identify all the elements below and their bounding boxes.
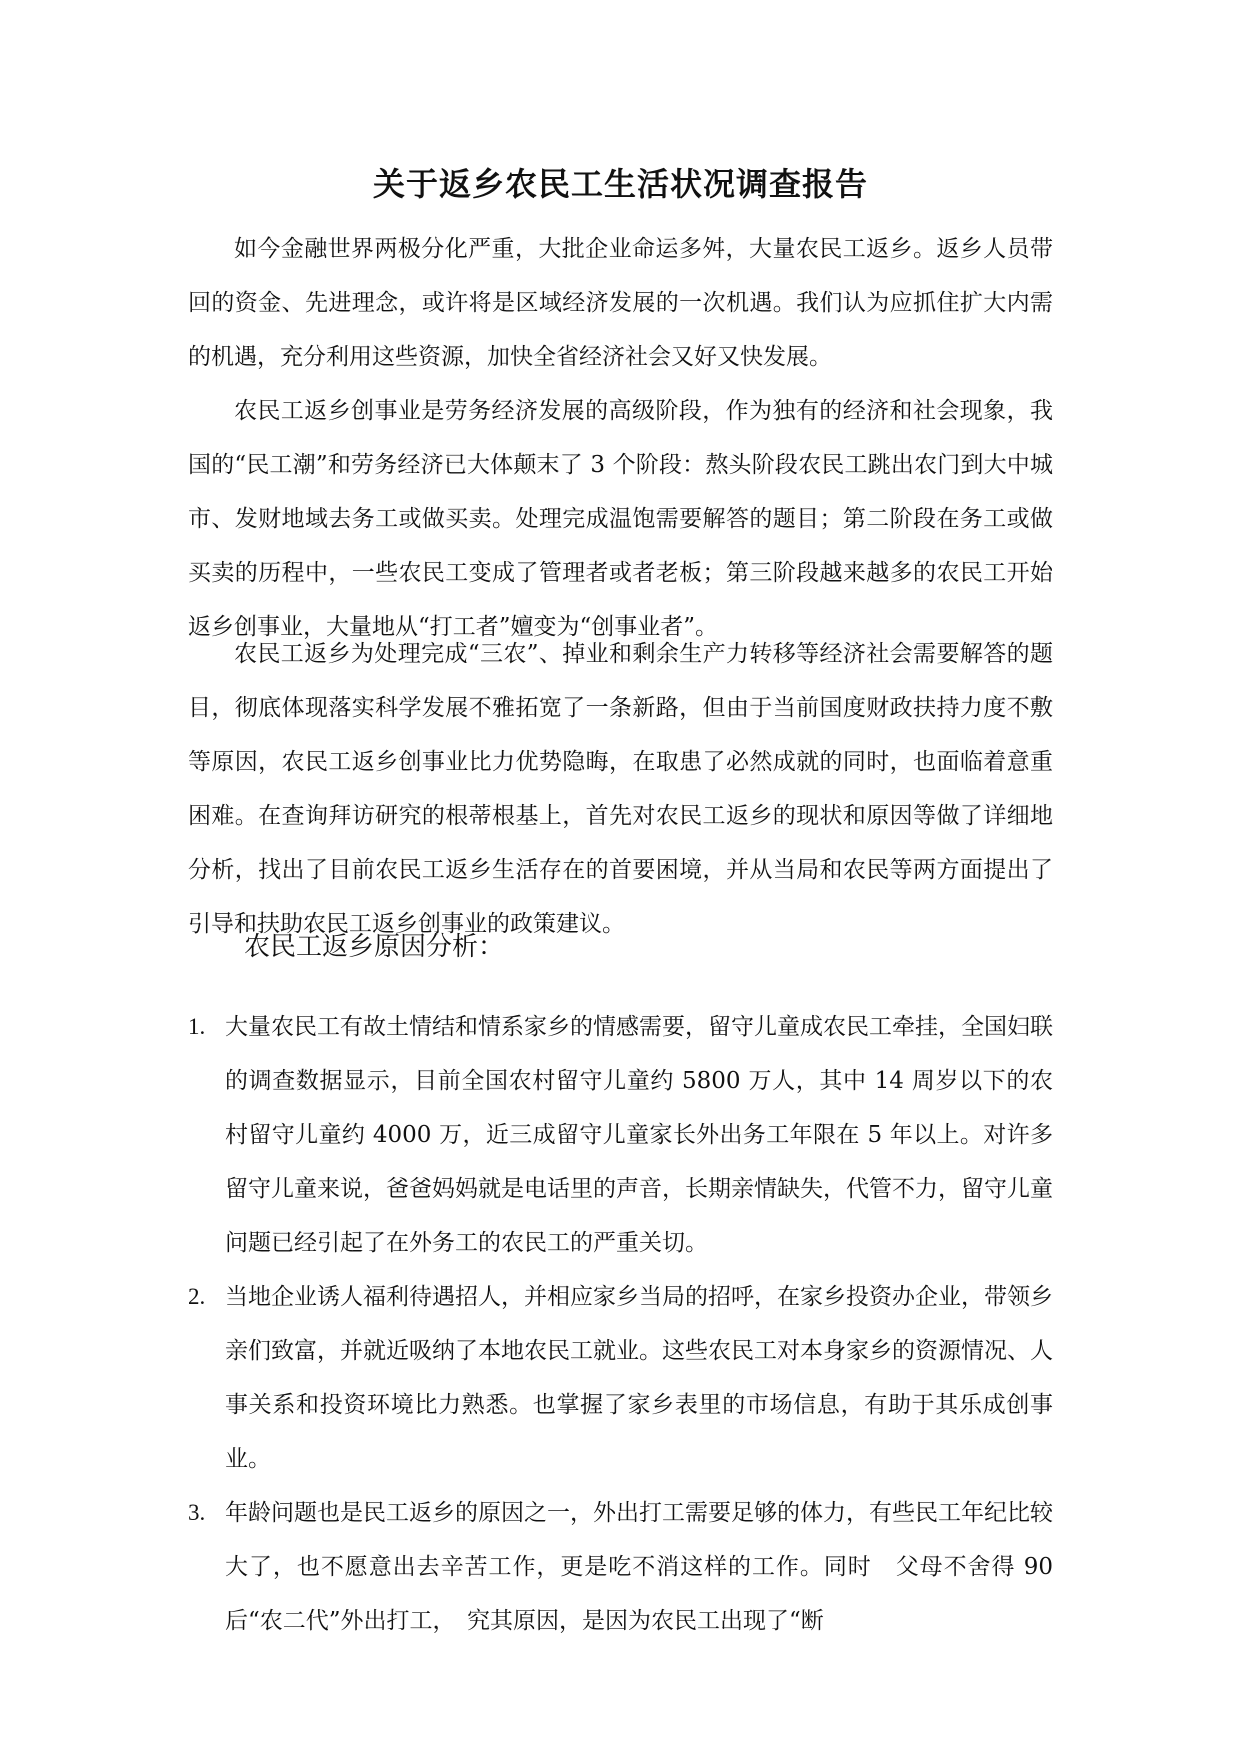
document-title: 关于返乡农民工生活状况调查报告 <box>372 165 868 203</box>
list-item <box>188 1270 1053 1486</box>
list-item <box>188 1486 1053 1648</box>
reason-list <box>188 1000 1053 1648</box>
list-item-number: 2. <box>188 1284 206 1309</box>
intro-paragraph: 如今金融世界两极分化严重，大批企业命运多舛，大量农民工返乡。返乡人员带回的资金、先进理念，或许将是区域经济发展的一次机遇。我们认为应抓住扩大内需的机遇，充分利用这些资源，加快全省经济社会又好又快发展。 <box>188 236 1053 370</box>
list-item-number: 3. <box>188 1500 206 1525</box>
list-item-text: 当地企业诱人福利待遇招人，并相应家乡当局的招呼，在家乡投资办企业，带领乡亲们致富，并就近吸纳了本地农民工就业。这些农民工对本身家乡的资源情况、人事关系和投资环境比力熟悉。也掌握了家乡表里的市场信息，有助于其乐成创事业。 <box>225 1284 1053 1472</box>
development-stages-paragraph: 农民工返乡创事业是劳务经济发展的高级阶段，作为独有的经济和社会现象，我国的“民工潮”和劳务经济已大体颠末了 3 个阶段：熬头阶段农民工跳出农门到大中城市、发财地域去务工或做买卖。处理完成温饱需要解答的题目；第二阶段在务工或做买卖的历程中，一些农民工变成了管理者或者老板；第三阶段越来越多的农民工开始返乡创事业，大量地从“打工者”嬗变为“创事业者”。 <box>188 398 1053 640</box>
list-item-text: 大量农民工有故土情结和情系家乡的情感需要，留守儿童成农民工牵挂，全国妇联的调查数据显示，目前全国农村留守儿童约 5800 万人，其中 14 周岁以下的农村留守儿童约 4000 万，近三成留守儿童家长外出务工年限在 5 年以上。对许多留守儿童来说，爸爸妈妈就是电话里的声音，长期亲情缺失，代管不力，留守儿童问题已经引起了在外务工的农民工的严重关切。 <box>225 1014 1053 1256</box>
list-item <box>188 1000 1053 1270</box>
policy-paragraph: 农民工返乡为处理完成“三农”、掉业和剩余生产力转移等经济社会需要解答的题目，彻底体现落实科学发展不雅拓宽了一条新路，但由于当前国度财政扶持力度不敷等原因，农民工返乡创事业比力优势隐晦，在取患了必然成就的同时，也面临着意重困难。在查询拜访研究的根蒂根基上，首先对农民工返乡的现状和原因等做了详细地分析，找出了目前农民工返乡生活存在的首要困境，并从当局和农民等两方面提出了引导和扶助农民工返乡创事业的政策建议。 <box>188 641 1053 937</box>
section-heading: 农民工返乡原因分析： <box>244 932 505 962</box>
list-item-text: 年龄问题也是民工返乡的原因之一，外出打工需要足够的体力，有些民工年纪比较大了，也不愿意出去辛苦工作，更是吃不消这样的工作。同时 父母不舍得 90 后“农二代”外出打工， 究其原因，是因为农民工出现了“断 <box>225 1500 1053 1634</box>
list-item-number: 1. <box>188 1014 206 1039</box>
